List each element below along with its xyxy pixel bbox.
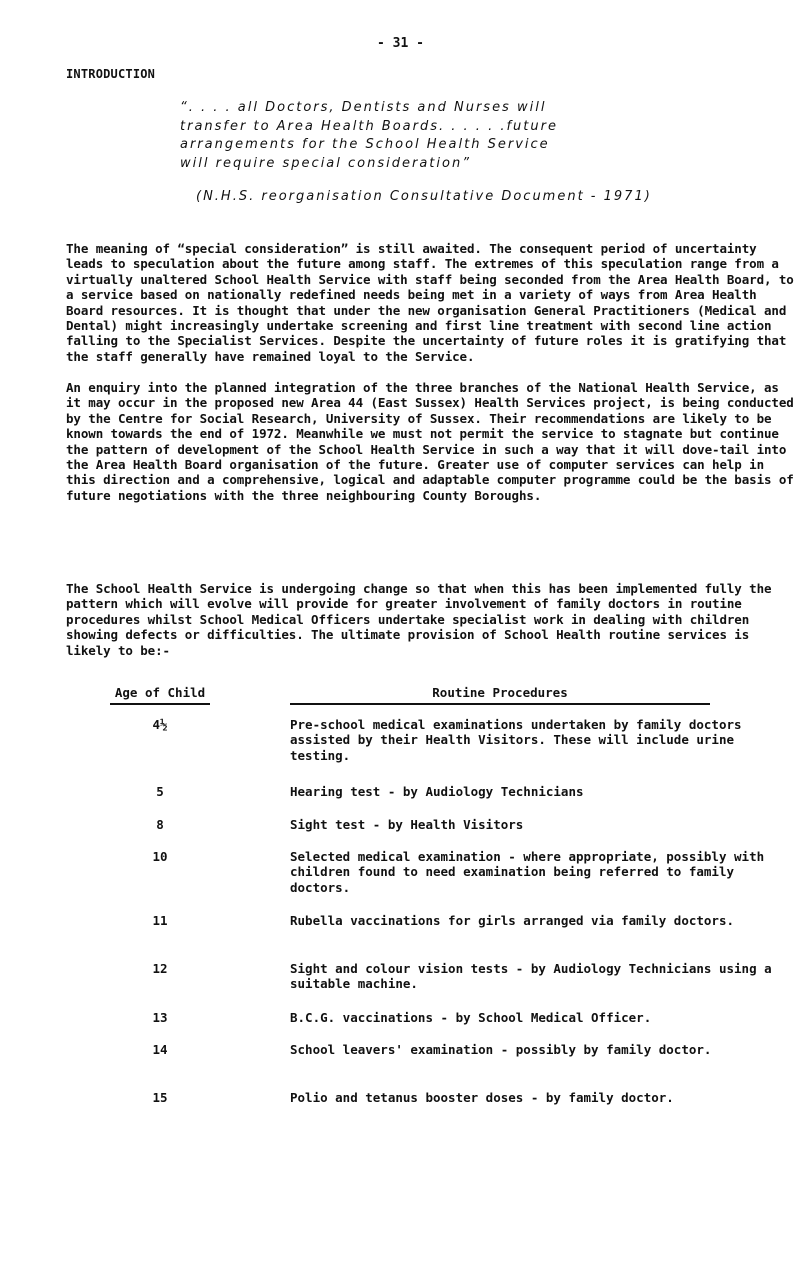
- row-age: 11: [152, 913, 168, 928]
- row-age: 12: [152, 961, 168, 976]
- row-procedure: B.C.G. vaccinations - by School Medical Officer.: [290, 1010, 652, 1025]
- page-number: - 31 -: [377, 36, 424, 51]
- row-age: 15: [152, 1090, 168, 1105]
- body-paragraph: An enquiry into the planned integration of the three branches of the National Health Service, as it may occur in the proposed new Area 44 (East Sussex) Health Services project, is being conducted by the Centre for Social Research, University of Sussex. Their recommendations are likely to be known towards the end of 1972. Meanwhile we must not permit the service to stagnate but continue the pattern of development of the School Health Service in such a way that it will dove-tail into the Area Health Board organisation of the future. Greater use of computer services can help in this direction and a comprehensive, logical and adaptable computer programme could be the basis of future negotiations with the three neighbouring County Boroughs.: [66, 380, 794, 503]
- quote-line: transfer to Area Health Boards. . . . . .future: [180, 118, 558, 134]
- row-procedure: Sight and colour vision tests - by Audiology Technicians using a suitable machine.: [290, 961, 772, 992]
- section-heading: INTRODUCTION: [66, 67, 156, 81]
- body-paragraph: The School Health Service is undergoing change so that when this has been implemented fully the pattern which will evolve will provide for greater involvement of family doctors in routine procedures whilst School Medical Officers undertake specialist work in dealing with children showing defects or difficulties. The ultimate provision of School Health routine services is likely to be:-: [66, 581, 772, 658]
- column-header-procedures: Routine Procedures: [290, 685, 710, 705]
- epigraph-quote: [180, 99, 650, 173]
- body-paragraph: The meaning of “special consideration” is still awaited. The consequent period of uncertainty leads to speculation about the future among staff. The extremes of this speculation range from a virtually unaltered School Health Service with staff being seconded from the Area Health Board, to a service based on nationally redefined needs being met in a variety of ways from Area Health Board resources. It is thought that under the new organisation General Practitioners (Medical and Dental) might increasingly undertake screening and first line treatment with second line action falling to the Specialist Services. Despite the uncertainty of future roles it is gratifying that the staff generally have remained loyal to the Service.: [66, 241, 794, 364]
- row-procedure: Polio and tetanus booster doses - by family doctor.: [290, 1090, 674, 1105]
- row-age: 5: [156, 784, 164, 799]
- quote-line: “. . . . all Doctors, Dentists and Nurses will: [180, 100, 547, 115]
- row-age: 13: [152, 1010, 168, 1025]
- row-age: 4½: [152, 717, 168, 732]
- row-procedure: Pre-school medical examinations undertaken by family doctors assisted by their Health Visitors. These will include urine testing.: [290, 717, 742, 763]
- quote-line: arrangements for the School Health Service: [180, 137, 550, 152]
- row-age: 10: [152, 849, 168, 864]
- quote-line: will require special consideration”: [180, 155, 471, 171]
- column-header-age: Age of Child: [110, 685, 210, 705]
- row-procedure: School leavers' examination - possibly by family doctor.: [290, 1042, 712, 1057]
- row-procedure: Hearing test - by Audiology Technicians: [290, 784, 584, 799]
- quote-citation: (N.H.S. reorganisation Consultative Document - 1971): [196, 189, 652, 204]
- row-age: 14: [152, 1042, 168, 1057]
- row-age: 8: [156, 817, 164, 832]
- row-procedure: Rubella vaccinations for girls arranged via family doctors.: [290, 913, 735, 928]
- row-procedure: Sight test - by Health Visitors: [290, 817, 524, 832]
- row-procedure: Selected medical examination - where appropriate, possibly with children found to need examination being referred to family doctors.: [290, 849, 765, 895]
